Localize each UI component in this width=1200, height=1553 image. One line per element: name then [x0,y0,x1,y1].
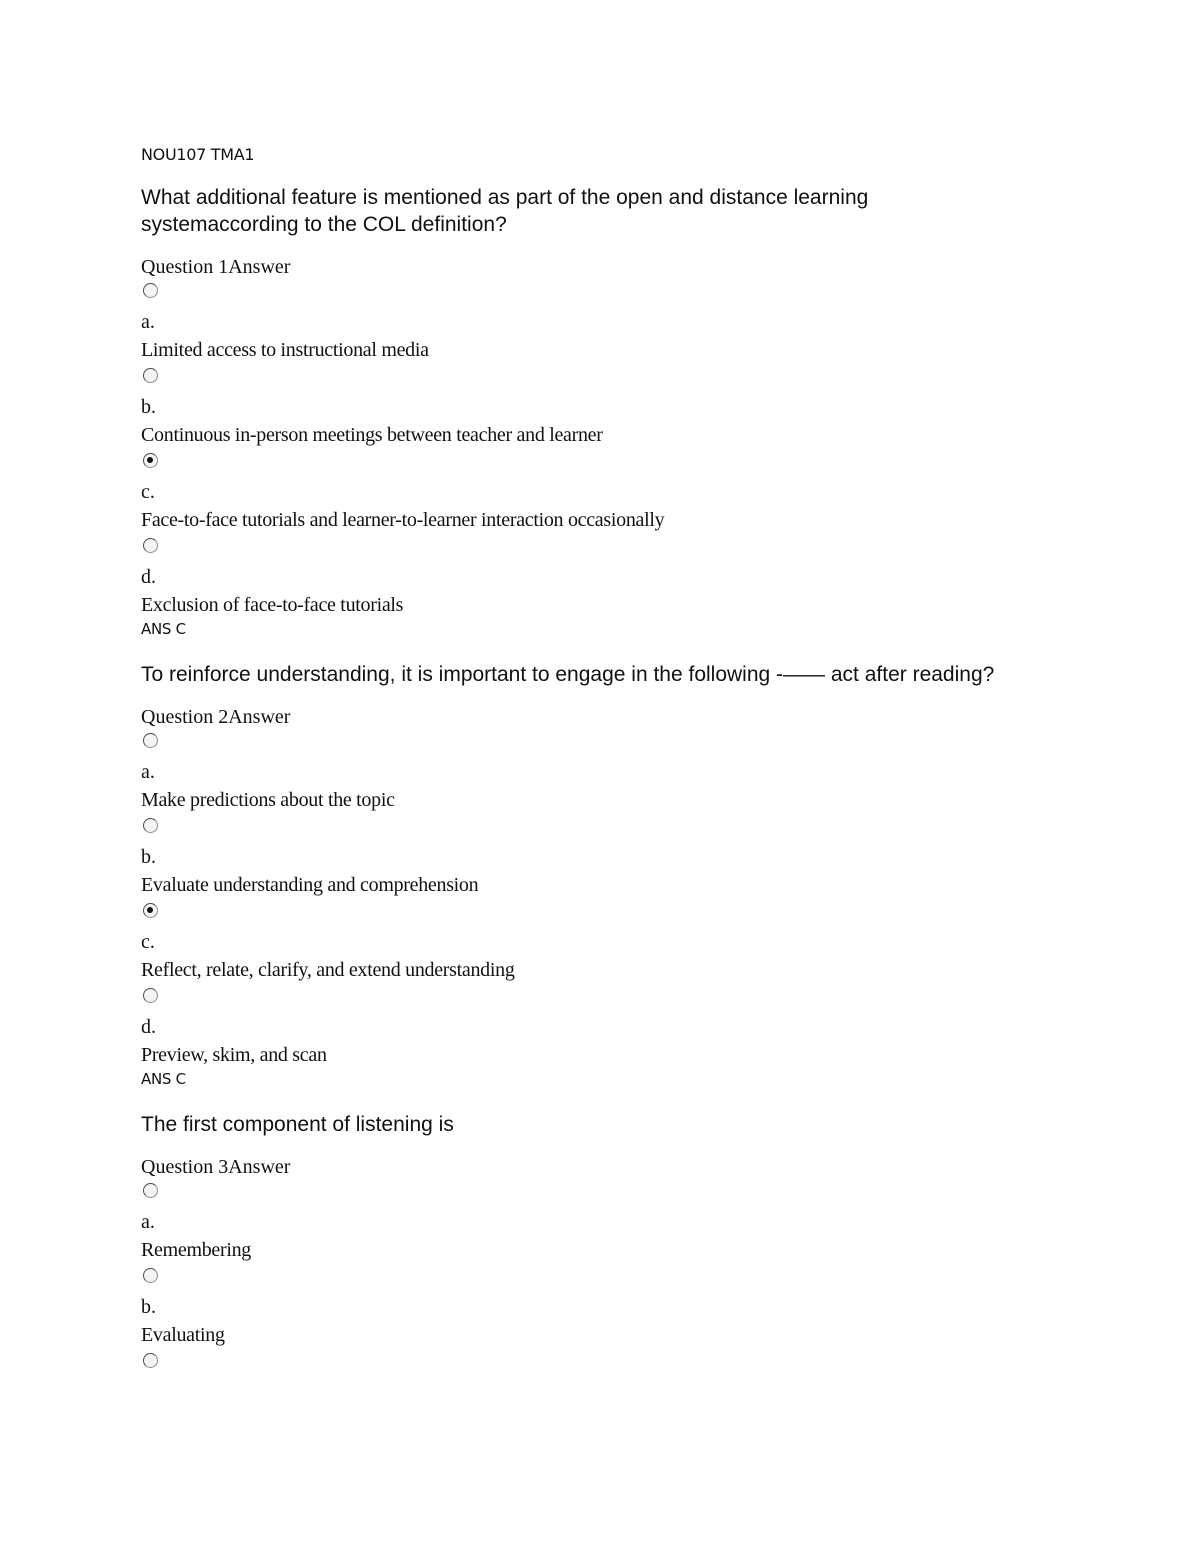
answer-note: ANS C [141,620,186,638]
document-page [141,144,1041,1379]
option-letter: c. [141,481,155,503]
option-letter: b. [141,396,156,418]
option-text: Exclusion of face-to-face tutorials [141,594,404,616]
option-text: Evaluating [141,1324,225,1346]
question-2 [141,661,1041,1089]
document-title: NOU107 TMA1 [141,145,255,164]
answer-option-c[interactable] [141,1353,1041,1368]
radio-button-checked-icon[interactable] [143,453,158,468]
radio-button-icon[interactable] [143,283,158,298]
radio-button-icon[interactable] [143,988,158,1003]
question-label: Question 1Answer [141,256,291,278]
option-text: Continuous in-person meetings between teacher and learner [141,424,603,446]
question-3 [141,1111,1041,1368]
option-text: Make predictions about the topic [141,789,395,811]
option-letter: a. [141,761,155,783]
answer-option-a[interactable] [141,283,1041,363]
radio-button-icon[interactable] [143,1268,158,1283]
option-letter: c. [141,931,155,953]
answer-option-d[interactable] [141,988,1041,1068]
option-text: Remembering [141,1239,252,1261]
answer-option-b[interactable] [141,1268,1041,1348]
option-letter: b. [141,1296,156,1318]
question-text: To reinforce understanding, it is important to engage in the following -—— act after reading? [141,663,995,686]
option-text: Preview, skim, and scan [141,1044,327,1066]
question-1 [141,184,1041,639]
question-text: The first component of listening is [141,1113,454,1136]
answer-option-d[interactable] [141,538,1041,618]
option-letter: b. [141,846,156,868]
radio-button-icon[interactable] [143,1183,158,1198]
radio-button-icon[interactable] [143,733,158,748]
answer-option-c[interactable] [141,453,1041,533]
option-letter: d. [141,1016,156,1038]
answer-option-a[interactable] [141,1183,1041,1263]
radio-button-icon[interactable] [143,1353,158,1368]
option-text: Face-to-face tutorials and learner-to-learner interaction occasionally [141,509,665,531]
option-text: Limited access to instructional media [141,339,429,361]
answer-option-c[interactable] [141,903,1041,983]
radio-button-checked-icon[interactable] [143,903,158,918]
option-text: Reflect, relate, clarify, and extend understanding [141,959,515,981]
question-label: Question 2Answer [141,706,291,728]
option-letter: a. [141,1211,155,1233]
radio-button-icon[interactable] [143,538,158,553]
option-letter: d. [141,566,156,588]
question-text: What additional feature is mentioned as part of the open and distance learning systemaccording to the COL definition? [141,186,869,236]
answer-note: ANS C [141,1070,186,1088]
answer-option-b[interactable] [141,368,1041,448]
option-text: Evaluate understanding and comprehension [141,874,479,896]
answer-option-b[interactable] [141,818,1041,898]
question-label: Question 3Answer [141,1156,291,1178]
answer-option-a[interactable] [141,733,1041,813]
radio-button-icon[interactable] [143,368,158,383]
radio-button-icon[interactable] [143,818,158,833]
option-letter: a. [141,311,155,333]
